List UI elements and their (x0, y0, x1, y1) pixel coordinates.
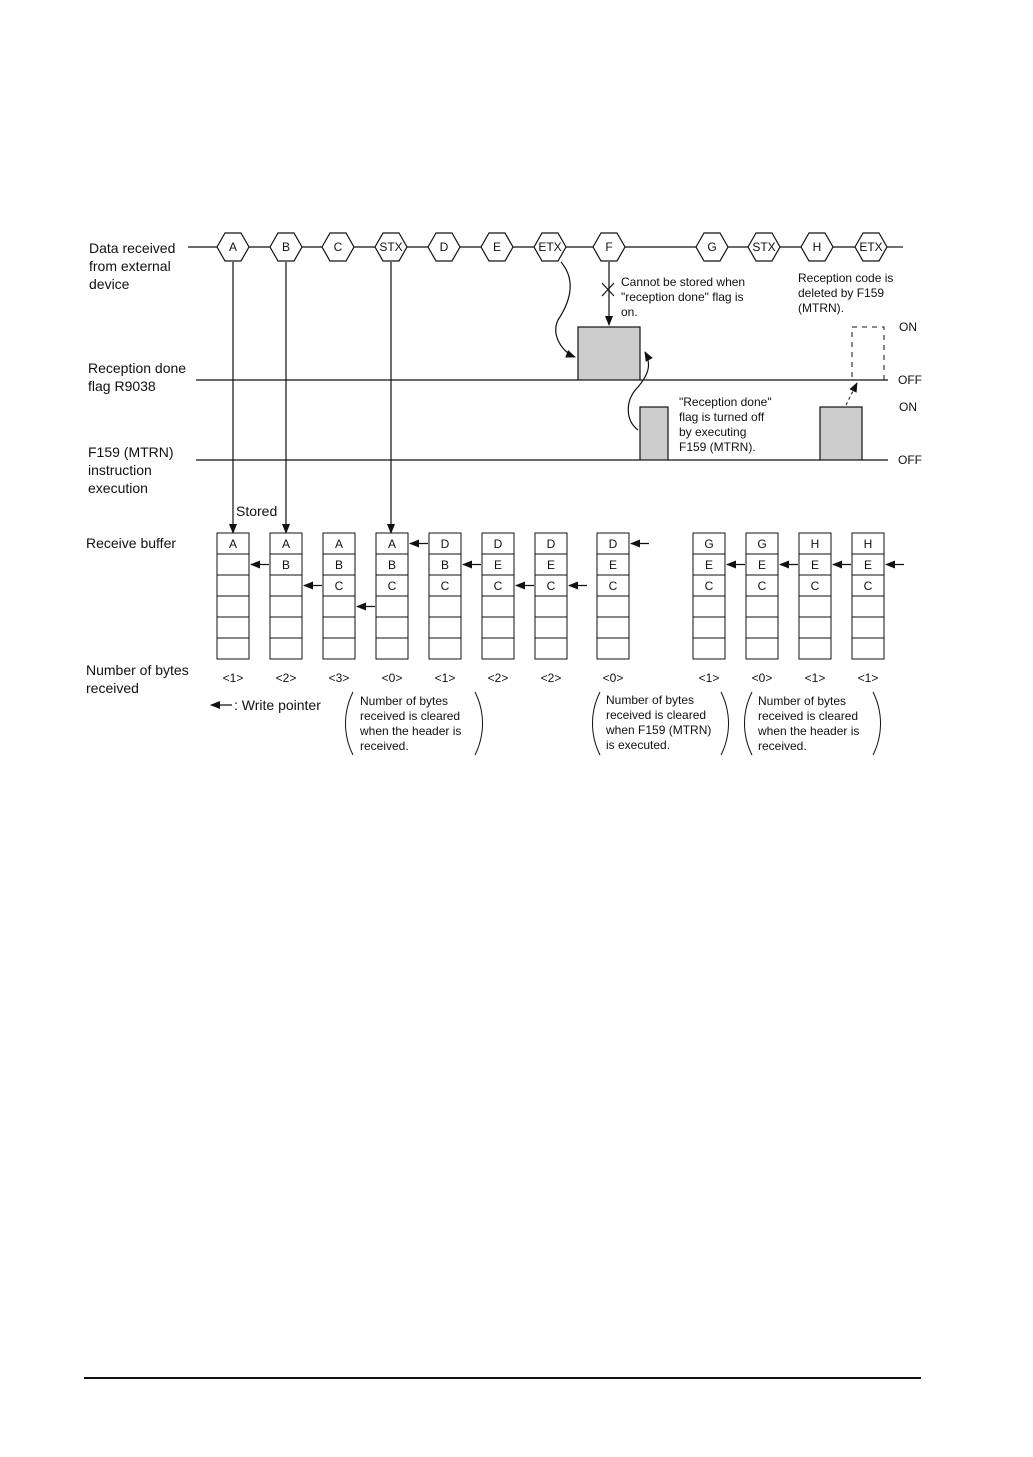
cleared-note-1 (346, 692, 483, 755)
buffer-cell-value: H (810, 537, 820, 551)
byte-count: <0> (381, 671, 403, 685)
buffer-cell-value: C (863, 579, 873, 593)
buffer-cell-value: B (440, 558, 450, 572)
buffer-cell (852, 617, 884, 638)
flag-dashed-pulse (852, 327, 884, 380)
data-byte-hex (270, 233, 302, 261)
data-byte-hex (428, 233, 460, 261)
f159-label: F159 (MTRN) instruction execution (88, 444, 174, 496)
buffer-cell-value: D (440, 537, 450, 551)
hex-label: STX (752, 240, 776, 254)
buffer-cell-value: C (757, 579, 767, 593)
buffer-cell (799, 617, 831, 638)
cleared-note-2 (593, 692, 729, 755)
buffer-cell-value: C (493, 579, 503, 593)
cleared-note-3 (745, 692, 881, 755)
buffer-cell-value: D (608, 537, 618, 551)
buffer-cell (429, 596, 461, 617)
buffer-cell-value: B (387, 558, 397, 572)
f159-pulse-1 (640, 407, 668, 460)
cannot-store-note: Cannot be stored when "reception done" flag is on. (621, 275, 746, 319)
data-byte-hex (593, 233, 625, 261)
buffer-cell (217, 596, 249, 617)
data-byte-hex (217, 233, 249, 261)
buffer-cell (217, 554, 249, 575)
flag-off-label: OFF (898, 373, 922, 387)
hex-label: H (812, 240, 822, 254)
buffer-column (746, 533, 798, 685)
flag-on-label: ON (899, 320, 917, 334)
buffer-column (535, 533, 587, 685)
buffer-cell-value: D (546, 537, 556, 551)
buffer-cell-value: C (608, 579, 618, 593)
data-byte-hex (534, 233, 566, 261)
buffer-cell (270, 638, 302, 659)
buffer-column (482, 533, 534, 685)
buffer-cell (270, 617, 302, 638)
data-byte-hex (801, 233, 833, 261)
buffer-cell (535, 596, 567, 617)
hex-label: A (228, 240, 238, 254)
buffer-cell-value: E (546, 558, 556, 572)
buffer-cell (217, 638, 249, 659)
buffer-column (799, 533, 851, 685)
buffer-cell-value: C (387, 579, 397, 593)
buffer-cell-value: C (704, 579, 714, 593)
buffer-cell (852, 638, 884, 659)
buffer-cell (376, 638, 408, 659)
buffer-cell-value: G (704, 537, 714, 551)
byte-count: <2> (487, 671, 509, 685)
buffer-cell (693, 617, 725, 638)
data-received-label: Data received from external device (89, 240, 176, 292)
flag-on-pulse (578, 327, 640, 380)
write-pointer-legend-text: : Write pointer (234, 697, 321, 713)
blocked-cross-icon (602, 283, 614, 296)
etx-to-flag-arrow (556, 262, 575, 357)
buffer-cell (270, 596, 302, 617)
buffer-cell-value: A (387, 537, 397, 551)
buffer-cell-value: E (704, 558, 714, 572)
buffer-column (429, 533, 481, 685)
f159-off-label: OFF (898, 453, 922, 467)
buffer-cell (323, 596, 355, 617)
byte-count: <1> (434, 671, 456, 685)
f159-to-dashed-flag-arrow (846, 383, 857, 405)
bytes-received-label: Number of bytes received (86, 662, 189, 696)
buffer-cell-value: A (281, 537, 291, 551)
data-byte-hex (855, 233, 887, 261)
byte-count: <3> (328, 671, 350, 685)
f159-signal (196, 407, 888, 460)
byte-count: <0> (751, 671, 773, 685)
buffer-cell (746, 596, 778, 617)
buffer-cell (799, 638, 831, 659)
data-byte-hex (322, 233, 354, 261)
buffer-cell (429, 638, 461, 659)
reception-code-note: Reception code is deleted by F159 (MTRN). (798, 271, 894, 315)
hex-label: ETX (859, 240, 883, 254)
buffer-cell (482, 596, 514, 617)
receive-buffers (217, 533, 904, 685)
buffer-cell-value: B (334, 558, 344, 572)
buffer-column (270, 533, 322, 685)
flag-turned-off-note: "Reception done" flag is turned off by executing F159 (MTRN). (679, 395, 772, 454)
buffer-cell (323, 638, 355, 659)
svg-text:Number of bytes received: Number of bytes received is cleared when the header is received. (758, 694, 860, 753)
buffer-cell (535, 638, 567, 659)
byte-count: <1> (804, 671, 826, 685)
buffer-cell-value: C (810, 579, 820, 593)
buffer-column (597, 533, 649, 685)
byte-count: <2> (540, 671, 562, 685)
buffer-cell (693, 638, 725, 659)
hex-label: STX (379, 240, 403, 254)
receive-buffer-label: Receive buffer (86, 535, 177, 551)
buffer-cell (597, 638, 629, 659)
buffer-cell-value: C (546, 579, 556, 593)
buffer-cell-value: G (757, 537, 767, 551)
reception-flag-signal (196, 327, 888, 380)
buffer-cell (429, 617, 461, 638)
data-byte-hex (375, 233, 407, 261)
store-arrows (233, 262, 391, 533)
svg-text:Number of bytes received: Number of bytes received is cleared when the header is received. (360, 694, 462, 753)
byte-count: <1> (857, 671, 879, 685)
buffer-cell-value: C (334, 579, 344, 593)
buffer-cell-value: E (810, 558, 820, 572)
buffer-column (376, 533, 428, 685)
f159-pulse-2 (820, 407, 862, 460)
buffer-cell (376, 596, 408, 617)
reception-flag-label: Reception done flag R9038 (88, 360, 187, 394)
hex-label: ETX (538, 240, 562, 254)
svg-text:Number of bytes received: Number of bytes received is cleared when F159 (MTRN) is executed. (606, 693, 712, 752)
buffer-cell-value: E (608, 558, 618, 572)
data-byte-hex (748, 233, 780, 261)
byte-count: <1> (222, 671, 244, 685)
buffer-cell (323, 617, 355, 638)
buffer-column (852, 533, 904, 685)
data-byte-hex (696, 233, 728, 261)
buffer-cell (746, 638, 778, 659)
buffer-cell-value: E (863, 558, 873, 572)
byte-count: <1> (698, 671, 720, 685)
buffer-cell (852, 596, 884, 617)
f159-on-label: ON (899, 400, 917, 414)
byte-count: <0> (602, 671, 624, 685)
buffer-cell (535, 617, 567, 638)
hex-label: E (492, 240, 502, 254)
buffer-cell (482, 617, 514, 638)
buffer-cell-value: A (334, 537, 344, 551)
footer-rule (84, 1377, 921, 1379)
buffer-cell-value: B (281, 558, 291, 572)
buffer-cell (799, 596, 831, 617)
hex-label: G (707, 240, 717, 254)
buffer-cell (376, 617, 408, 638)
stored-label: Stored (236, 503, 278, 519)
buffer-cell-value: C (440, 579, 450, 593)
hex-label: D (439, 240, 449, 254)
buffer-cell (597, 617, 629, 638)
buffer-cell (217, 575, 249, 596)
hex-label: B (281, 240, 291, 254)
buffer-cell-value: A (228, 537, 238, 551)
buffer-cell (693, 596, 725, 617)
hex-label: F (605, 240, 613, 254)
buffer-cell (482, 638, 514, 659)
buffer-column (217, 533, 269, 685)
hex-label: C (333, 240, 343, 254)
buffer-cell (597, 596, 629, 617)
buffer-column (323, 533, 375, 685)
buffer-column (693, 533, 745, 685)
data-byte-hex (481, 233, 513, 261)
buffer-cell (270, 575, 302, 596)
buffer-cell (217, 617, 249, 638)
buffer-cell-value: D (493, 537, 503, 551)
buffer-cell-value: E (757, 558, 767, 572)
buffer-cell (746, 617, 778, 638)
data-stream (188, 233, 903, 261)
write-pointer-legend (211, 697, 321, 713)
buffer-cell-value: E (493, 558, 503, 572)
buffer-cell-value: H (863, 537, 873, 551)
byte-count: <2> (275, 671, 297, 685)
